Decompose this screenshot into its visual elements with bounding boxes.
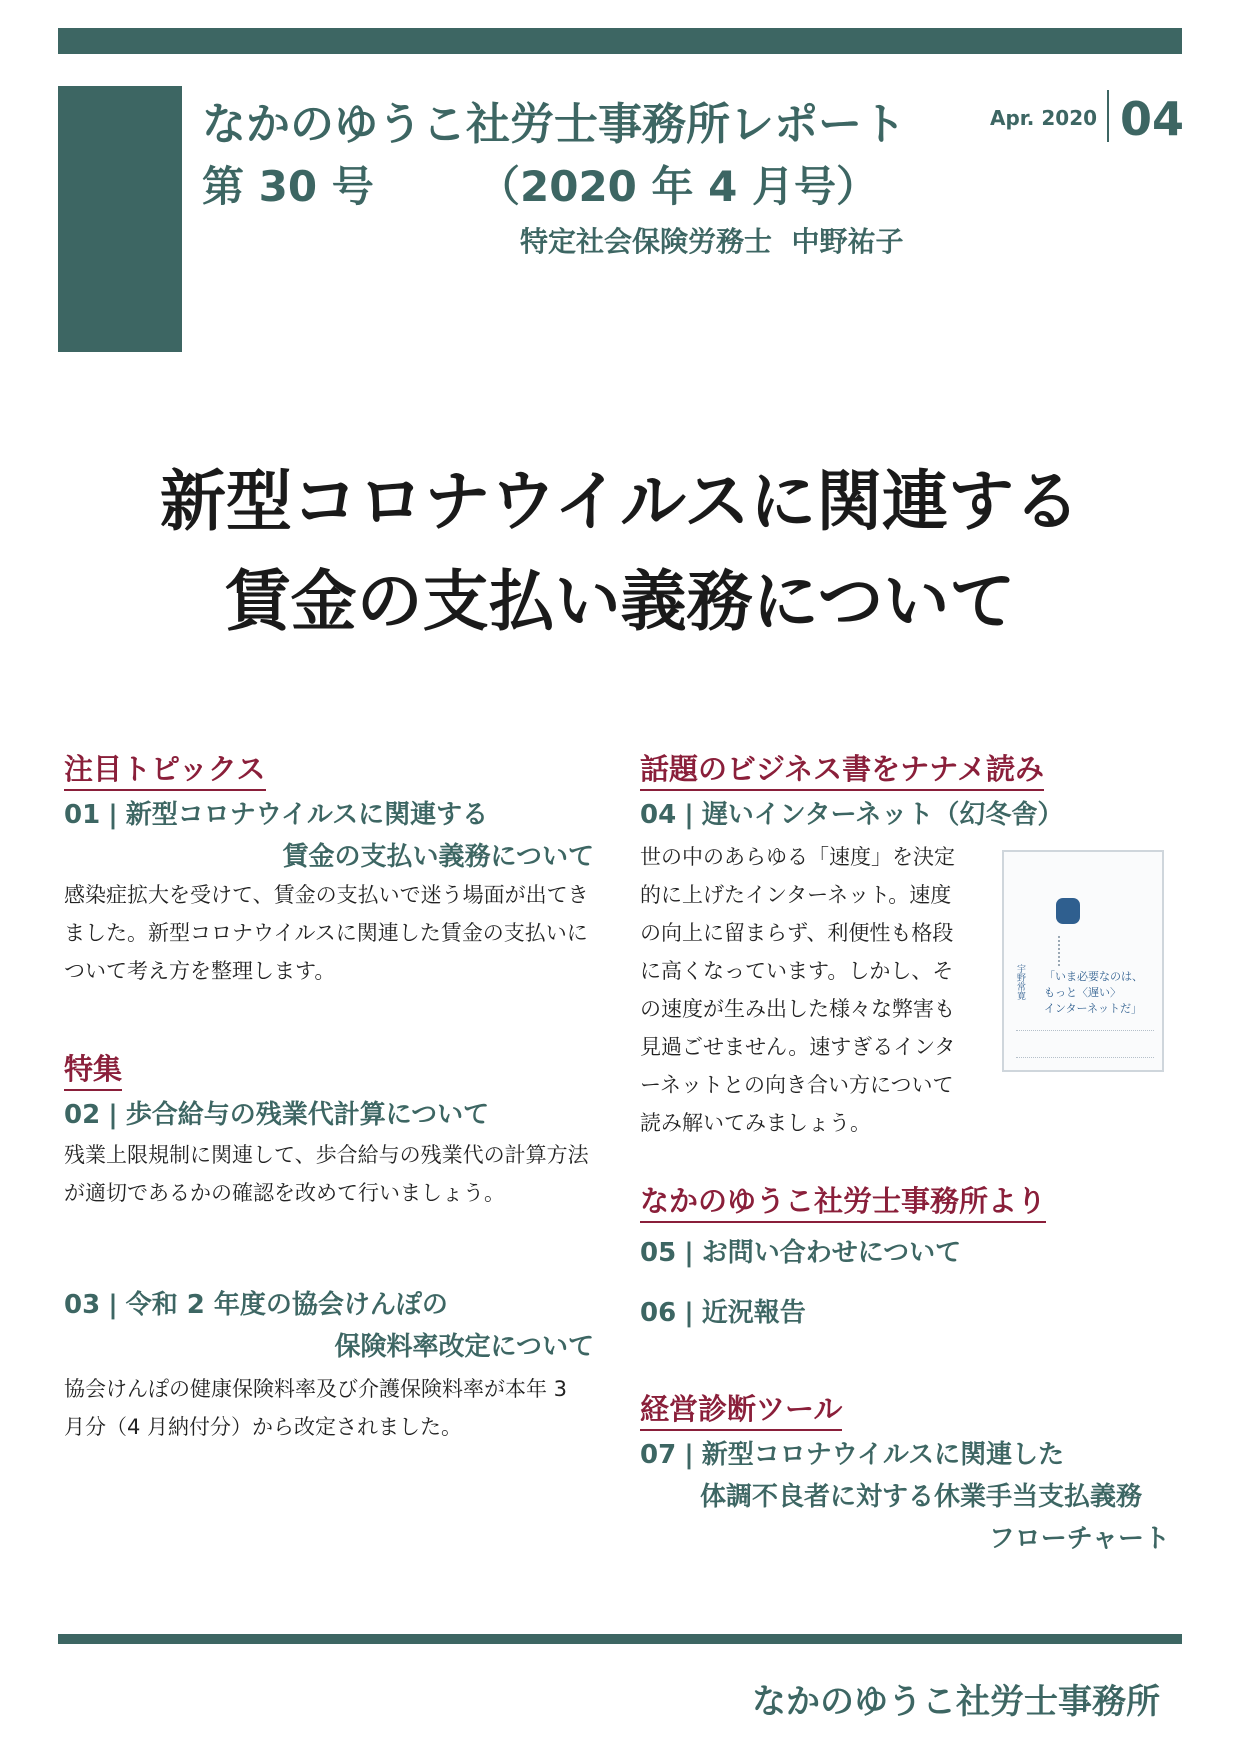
item-07-separator: | [684,1440,694,1470]
item-05-title[interactable] [640,1238,961,1269]
item-01-title-line1: 新型コロナウイルスに関連する [125,800,489,830]
body-line: の速度が生み出した様々な弊害も [640,997,955,1021]
body-line: が適切であるかの確認を改めて行いましょう。 [64,1181,505,1205]
body-line: ついて考え方を整理します。 [64,959,336,983]
item-01-separator: | [108,800,118,830]
body-line: ました。新型コロナウイルスに関連した賃金の支払いに [64,921,588,945]
main-title-line1: 新型コロナウイルスに関連する [159,463,1081,540]
item-02-body [64,1136,604,1212]
book-cover-image [1002,850,1164,1072]
item-07-title-line2: 体調不良者に対する休業手当支払義務 [700,1482,1143,1512]
book-cover-small-text [1016,1030,1154,1058]
header-block [58,86,182,352]
top-bar [58,28,1182,54]
item-05-title-text: お問い合わせについて [701,1238,962,1268]
main-title-line2: 賃金の支払い義務について [224,563,1016,640]
item-03-title[interactable] [64,1290,448,1321]
book-cover-quote-line2: もっと〈遅い〉 [1044,986,1121,999]
item-01-title[interactable] [64,800,488,831]
item-05-separator: | [684,1238,694,1268]
item-06-title[interactable] [640,1298,806,1329]
body-line: 世の中のあらゆる「速度」を決定 [640,845,955,869]
report-title: なかのゆうこ社労士事務所レポート [202,99,906,150]
item-02-title[interactable] [64,1100,489,1131]
book-cover-quote-line3: インターネットだ」 [1044,1002,1143,1015]
issue-number: 第 30 号 [202,162,374,211]
item-03-separator: | [108,1290,118,1320]
bottom-bar [58,1634,1182,1644]
office-heading: なかのゆうこ社労士事務所より [640,1184,1046,1223]
item-07-title[interactable] [640,1440,1064,1471]
item-01-number: 01 [64,800,101,830]
item-06-title-text: 近況報告 [701,1298,806,1328]
item-02-number: 02 [64,1100,101,1130]
body-line: 読み解いてみましょう。 [640,1111,871,1135]
item-03-title-line1: 令和 2 年度の協会けんぽの [125,1290,448,1320]
body-line: 残業上限規制に関連して、歩合給与の残業代の計算方法 [64,1143,589,1167]
body-line: に高くなっています。しかし、そ [640,959,954,983]
item-06-number: 06 [640,1298,677,1328]
item-04-title-text: 遅いインターネット（幻冬舎） [701,800,1064,830]
item-07-number: 07 [640,1440,677,1470]
book-cover-author: 宇野常寛 [1015,964,1025,1000]
body-line: 感染症拡大を受けて、賃金の支払いで迷う場面が出てき [64,883,589,907]
item-03-body [64,1370,604,1446]
tool-heading: 経営診断ツール [640,1392,842,1431]
body-line: の向上に留まらず、利便性も格段 [640,921,954,945]
item-06-separator: | [684,1298,694,1328]
body-line: 協会けんぽの健康保険料率及び介護保険料率が本年 3 [64,1377,568,1401]
item-01-body [64,876,604,990]
issue-date: （2020 年 4 月号） [478,162,878,211]
item-02-separator: | [108,1100,118,1130]
item-04-title[interactable] [640,800,1063,831]
book-cover-dots [1058,936,1080,966]
item-04-number: 04 [640,800,677,830]
item-05-number: 05 [640,1238,677,1268]
header-divider [1107,90,1109,142]
item-01-title-line2: 賃金の支払い義務について [282,842,594,872]
body-line: 的に上げたインターネット。速度 [640,883,952,907]
item-03-title-line2: 保険料率改定について [334,1332,594,1362]
body-line: ーネットとの向き合い方について [640,1073,954,1097]
item-07-title-line3: フローチャート [988,1524,1170,1554]
body-line: 月分（4 月納付分）から改定されました。 [64,1415,463,1439]
item-02-title-text: 歩合給与の残業代計算について [125,1100,490,1130]
item-04-body [640,838,980,1142]
item-04-separator: | [684,800,694,830]
month-number: 04 [1120,92,1185,146]
footer-office-name: なかのゆうこ社労士事務所 [752,1682,1160,1722]
topics-heading: 注目トピックス [64,752,266,791]
month-label: Apr. 2020 [990,106,1098,130]
book-heading: 話題のビジネス書をナナメ読み [640,752,1044,791]
feature-heading: 特集 [64,1052,122,1091]
body-line: 見過ごせません。速すぎるインタ [640,1035,956,1059]
author: 特定社会保険労務士 中野祐子 [520,225,904,258]
book-cover-quote-line1: 「いま必要なのは、 [1044,970,1143,983]
book-cover-emblem [1056,898,1080,924]
item-07-title-line1: 新型コロナウイルスに関連した [701,1440,1065,1470]
item-03-number: 03 [64,1290,101,1320]
